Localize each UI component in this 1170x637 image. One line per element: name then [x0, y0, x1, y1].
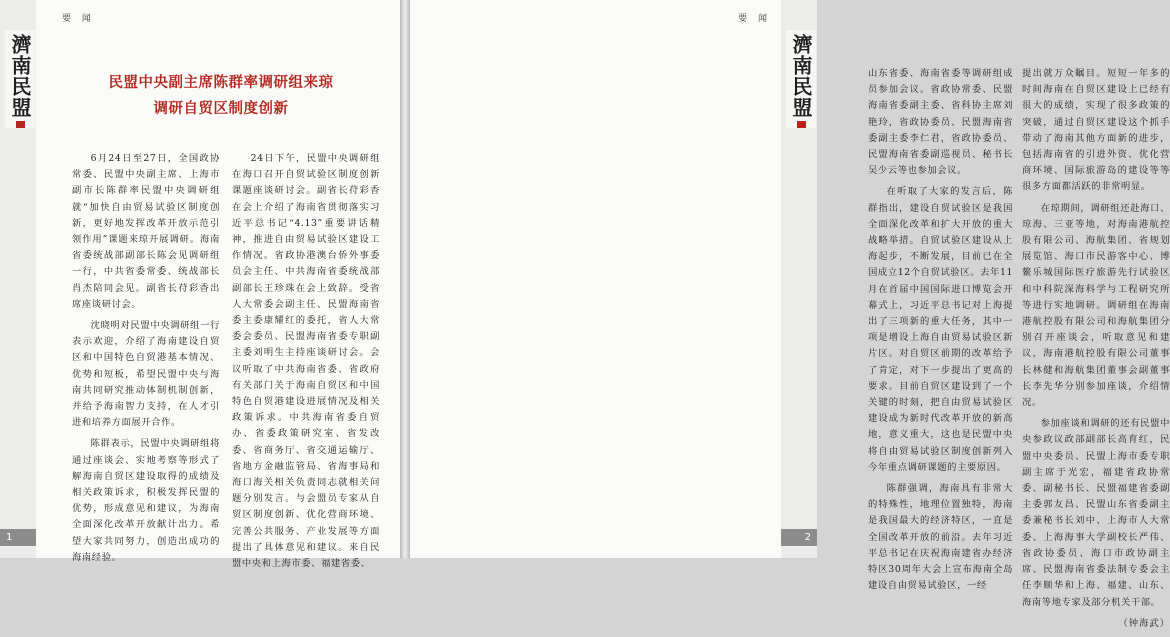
body-column-4 [1022, 66, 1170, 637]
paragraph: 陈群表示，民盟中央调研组将通过座谈会、实地考察等形式了解海南自贸区建设取得的成绩及相关政策诉求，积极发挥民盟的优势，形成意见和建议，为海南全面深化改革开放献计出力。希望大家共同努力，创造出成功的海南经验。 [72, 438, 220, 563]
page-number: 1 [0, 529, 36, 546]
running-head: 要 闻 [62, 14, 95, 24]
brand-logo-right [786, 30, 816, 128]
brand-logo-left [5, 30, 35, 128]
title-line-2: 调研自贸区制度创新 [153, 101, 289, 117]
paragraph: 24日下午，民盟中央调研组在海口召开自贸试验区制度创新课题座谈研讨会。副省长苻彩香在会上介绍了海南省贯彻落实习近平总书记“4.13”重要讲话精神，推进自由贸易试验区建设工作情况。省政协港澳台侨外事委员会主任、中共海南省委统战部副部长王珍珠在会上致辞。受省人大常委会副主任、民盟海南省委主委康耀红的委托，省人大常委会委员、民盟海南省委专职副主委刘明生主持座谈研讨会。会议听取了中共海南省委、省政府有关部门关于海南自贸区和中国特色自贸港建设进展情况及相关政策诉求。中共海南省委自贸办、省委政策研究室、省发改委、省商务厅、省交通运输厅、省地方金融监管局、省海事局和海口海关相关负责同志就相关问题分别发言。与会盟员专家从自贸区制度创新、优化营商环境、完善公共服务、产业发展等方面提出了具体意见和建议。来自民盟中央和上海市委、福建省委、 [232, 153, 380, 570]
running-head: 要 闻 [738, 14, 771, 24]
body-column-3 [868, 66, 1013, 600]
paragraph: 6月24日至27日，全国政协常委、民盟中央副主席、上海市副市长陈群率民盟中央调研组就“加快自由贸易试验区制度创新，更好地发挥改革开放示范引领作用”课题来琼开展调研。海南省委统战部副部长陈会见调研组一行，中共省委常委、统战部长肖杰陪同会见。副省长苻彩香出席座谈研讨会。 [72, 153, 220, 310]
body-column-2 [232, 151, 380, 577]
brand-title: 濟南民盟 [8, 34, 32, 118]
paragraph: 山东省委、海南省委等调研组成员参加会议。省政协常委、民盟海南省委副主委、省科协主席刘艳玲，省政协委员、民盟海南省委副主委李仁君，省政协委员、民盟海南省委副巡视员、秘书长吴少云等也参加会议。 [868, 68, 1013, 177]
paragraph: 沈晓明对民盟中央调研组一行表示欢迎，介绍了海南建设自贸区和中国特色自贸港基本情况、优势和短板，希望民盟中央与海南共同研究推动体制机制创新，并给予海南智力支持，在人才引进和培养方面展开合作。 [72, 320, 220, 429]
page-number: 2 [781, 529, 817, 546]
book-gutter [400, 0, 410, 558]
author-credit: （钟海武） [1118, 617, 1170, 629]
paragraph: 陈群强调，海南具有非常大的特殊性，地理位置独特，海南是我国最大的经济特区，一直是全国改革开放的前沿。去年习近平总书记在庆祝海南建省办经济特区30周年大会上宣布海南全岛建设自由贸易试验区，一经 [868, 483, 1013, 592]
brand-strip-right [781, 0, 817, 558]
paragraph: 提出就万众瞩目。短短一年多的时间海南在自贸区建设上已经有很大的成绩，实现了很多政策的突破，通过自贸区建设这个抓手带动了海南其他方面新的进步，包括海南省的引进外资、优化营商环境、国际旅游岛的建设等等很多方面都活跃的非常明显。 [1022, 68, 1170, 193]
paragraph: 参加座谈和调研的还有民盟中央参政议政部副部长高育红，民盟中央委员、民盟上海市委专职副主席于光宏，福建省政协常委、副秘书长、民盟福建省委副主委郭友昌、民盟山东省委副主委兼秘书长刘中、上海市人大常委、上海海事大学副校长严伟、省政协委员、海口市政协副主席、民盟海南省委法制专委会主任李顺华和上海、福建、山东、海南等地专家及部分机关干部。 [1022, 418, 1170, 608]
paragraph: 在琼期间，调研组还赴海口、琼海、三亚等地，对海南港航控股有限公司、海航集团、省规划展览馆、海口市民游客中心、博鳌乐城国际医疗旅游先行试验区和中科院深海科学与工程研究所等进行实地调研。调研组在海南港航控股有限公司和海航集团分别召开座谈会，听取意见和建议，海南港航控股有限公司董事长林健和海航集团董事会副董事长李先华分别参加座谈，介绍情况。 [1022, 202, 1170, 409]
right-page [410, 0, 1170, 629]
brand-strip-left [0, 0, 36, 558]
brand-stamp [16, 121, 25, 128]
article-title [42, 70, 400, 122]
body-column-1 [72, 151, 220, 571]
paragraph: 在听取了大家的发言后，陈群指出，建设自贸试验区是我国全面深化改革和扩大开放的重大战略举措。自贸试验区建设从上海起步，不断发展，目前已在全国成立12个自贸试验区。去年11月在首届中国国际进口博览会开幕式上，习近平总书记对上海提出了三项新的重大任务，其中一项是增设上海自由贸易试验区新片区。对自贸区前期的改革给予了肯定，对下一步提出了更高的要求。目前自贸区建设到了一个关键的时刻，把自由贸易试验区建设成为新时代改革开放的新高地，意义重大，这也是民盟中央将自由贸易试验区制度创新列入今年重点调研课题的主要原因。 [868, 186, 1013, 473]
left-page [0, 0, 400, 570]
brand-title: 濟南民盟 [789, 34, 813, 118]
brand-stamp [797, 121, 806, 128]
title-line-1: 民盟中央副主席陈群率调研组来琼 [108, 75, 334, 91]
